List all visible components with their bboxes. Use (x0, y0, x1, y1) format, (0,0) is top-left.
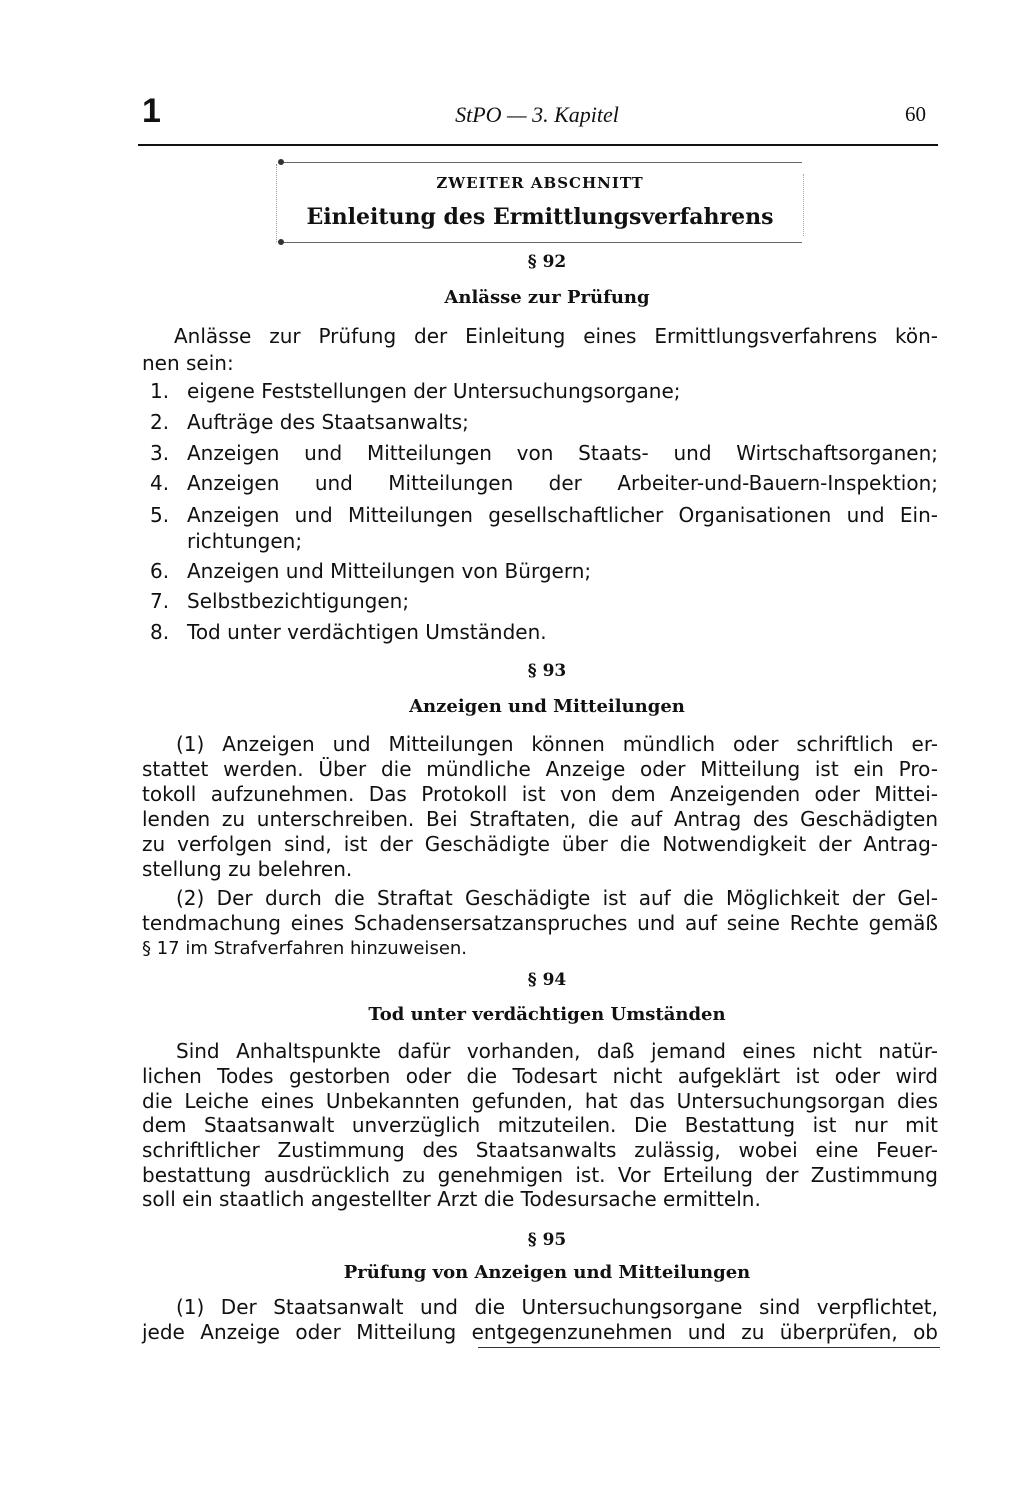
paragraph-number-text: § 95 (527, 1230, 567, 1250)
text-line: die Leiche eines Unbekannten gefunden, hat das Untersuchungsorgan dies (142, 1089, 938, 1113)
text-line: schriftlicher Zustimmung des Staatsanwalts zulässig, wobei eine Feuer- (142, 1138, 938, 1162)
text-line: lichen Todes gestorben oder die Todesart nicht aufgeklärt ist oder wird (142, 1064, 938, 1088)
box-top-border (282, 162, 802, 163)
paragraph-title-text: Tod unter verdächtigen Umständen (368, 1004, 726, 1025)
text-line: tokoll aufzunehmen. Das Protokoll ist von dem Anzeigenden oder Mittei- (142, 782, 938, 806)
text-line: Anlässe zur Prüfung der Einleitung eines Ermittlungsverfahrens kön- (174, 324, 938, 348)
paragraph-number-text: § 93 (527, 661, 567, 681)
paragraph-title-94 (0, 1004, 1024, 1025)
list-item: Selbstbezichtigungen; (187, 589, 410, 613)
list-item-continuation: richtungen; (187, 529, 303, 553)
chapter-number: 1 (142, 92, 161, 130)
paragraph-title-text: Prüfung von Anzeigen und Mitteilungen (343, 1262, 751, 1283)
running-title (0, 102, 1024, 128)
paragraph-number-93 (0, 661, 1024, 681)
list-item-number: 8. (150, 620, 170, 644)
handwritten-underline (478, 1347, 940, 1348)
list-item: Aufträge des Staatsanwalts; (187, 410, 469, 434)
text-line: (1) Anzeigen und Mitteilungen können mündlich oder schriftlich er- (176, 732, 938, 756)
paragraph-title-text: Anzeigen und Mitteilungen (409, 696, 685, 717)
box-corner-dot (278, 159, 284, 165)
list-item-number: 3. (150, 441, 170, 465)
text-line: tendmachung eines Schadensersatzanspruches und auf seine Rechte gemäß (142, 911, 938, 935)
list-item: Anzeigen und Mitteilungen von Bürgern; (187, 559, 592, 583)
list-item-number: 1. (150, 379, 170, 403)
section-title: Einleitung des Ermittlungsverfahrens (306, 204, 774, 230)
paragraph-title-92 (0, 287, 1024, 308)
paragraph-number-92 (0, 252, 1024, 272)
text-line: nen sein: (142, 351, 234, 375)
text-line: lenden zu unterschreiben. Bei Straftaten, die auf Antrag des Geschädigten (142, 807, 938, 831)
list-item: Tod unter verdächtigen Umständen. (187, 620, 547, 644)
text-line: § 17 im Strafverfahren hinzuweisen. (142, 938, 468, 959)
text-line: bestattung ausdrücklich zu genehmigen ist. Vor Erteilung der Zustimmung (142, 1163, 938, 1187)
paragraph-number-text: § 92 (527, 252, 567, 272)
box-corner-dot (278, 239, 284, 245)
text-line: (2) Der durch die Straftat Geschädigte ist auf die Möglichkeit der Gel- (176, 886, 938, 910)
paragraph-number-95 (0, 1230, 1024, 1250)
list-item-number: 5. (150, 503, 170, 527)
text-line: stattet werden. Über die mündliche Anzeige oder Mitteilung ist ein Pro- (142, 757, 938, 781)
list-item-number: 2. (150, 410, 170, 434)
paragraph-title-95 (0, 1262, 1024, 1283)
paragraph-title-text: Anlässe zur Prüfung (444, 287, 650, 308)
text-line: soll ein staatlich angestellter Arzt die Todesursache ermitteln. (142, 1187, 761, 1211)
running-title-text: StPO — 3. Kapitel (455, 102, 619, 127)
section-label: ZWEITER ABSCHNITT (436, 174, 644, 192)
list-item: Anzeigen und Mitteilungen der Arbeiter-und-Bauern-Inspektion; (187, 471, 938, 495)
header-rule (138, 144, 938, 146)
text-line: Sind Anhaltspunkte dafür vorhanden, daß jemand eines nicht natür- (176, 1039, 938, 1063)
text-line: (1) Der Staatsanwalt und die Untersuchungsorgane sind verpflichtet, (176, 1295, 938, 1319)
list-item: Anzeigen und Mitteilungen gesellschaftlicher Organisationen und Ein- (187, 503, 938, 527)
list-item: eigene Feststellungen der Untersuchungsorgane; (187, 379, 681, 403)
text-line: stellung zu belehren. (142, 857, 353, 881)
text-line: zu verfolgen sind, ist der Geschädigte über die Notwendigkeit der Antrag- (142, 832, 938, 856)
paragraph-title-93 (0, 696, 1024, 717)
list-item-number: 7. (150, 589, 170, 613)
list-item: Anzeigen und Mitteilungen von Staats- und Wirtschaftsorganen; (187, 441, 938, 465)
text-line: dem Staatsanwalt unverzüglich mitzuteilen. Die Bestattung ist nur mit (142, 1113, 938, 1137)
list-item-number: 6. (150, 559, 170, 583)
list-item-number: 4. (150, 471, 170, 495)
page-number: 60 (905, 102, 926, 126)
box-bottom-border (282, 242, 802, 243)
paragraph-number-text: § 94 (527, 970, 567, 990)
text-line: jede Anzeige oder Mitteilung entgegenzunehmen und zu überprüfen, ob (142, 1320, 938, 1344)
section-title-box (276, 160, 804, 244)
paragraph-number-94 (0, 970, 1024, 990)
